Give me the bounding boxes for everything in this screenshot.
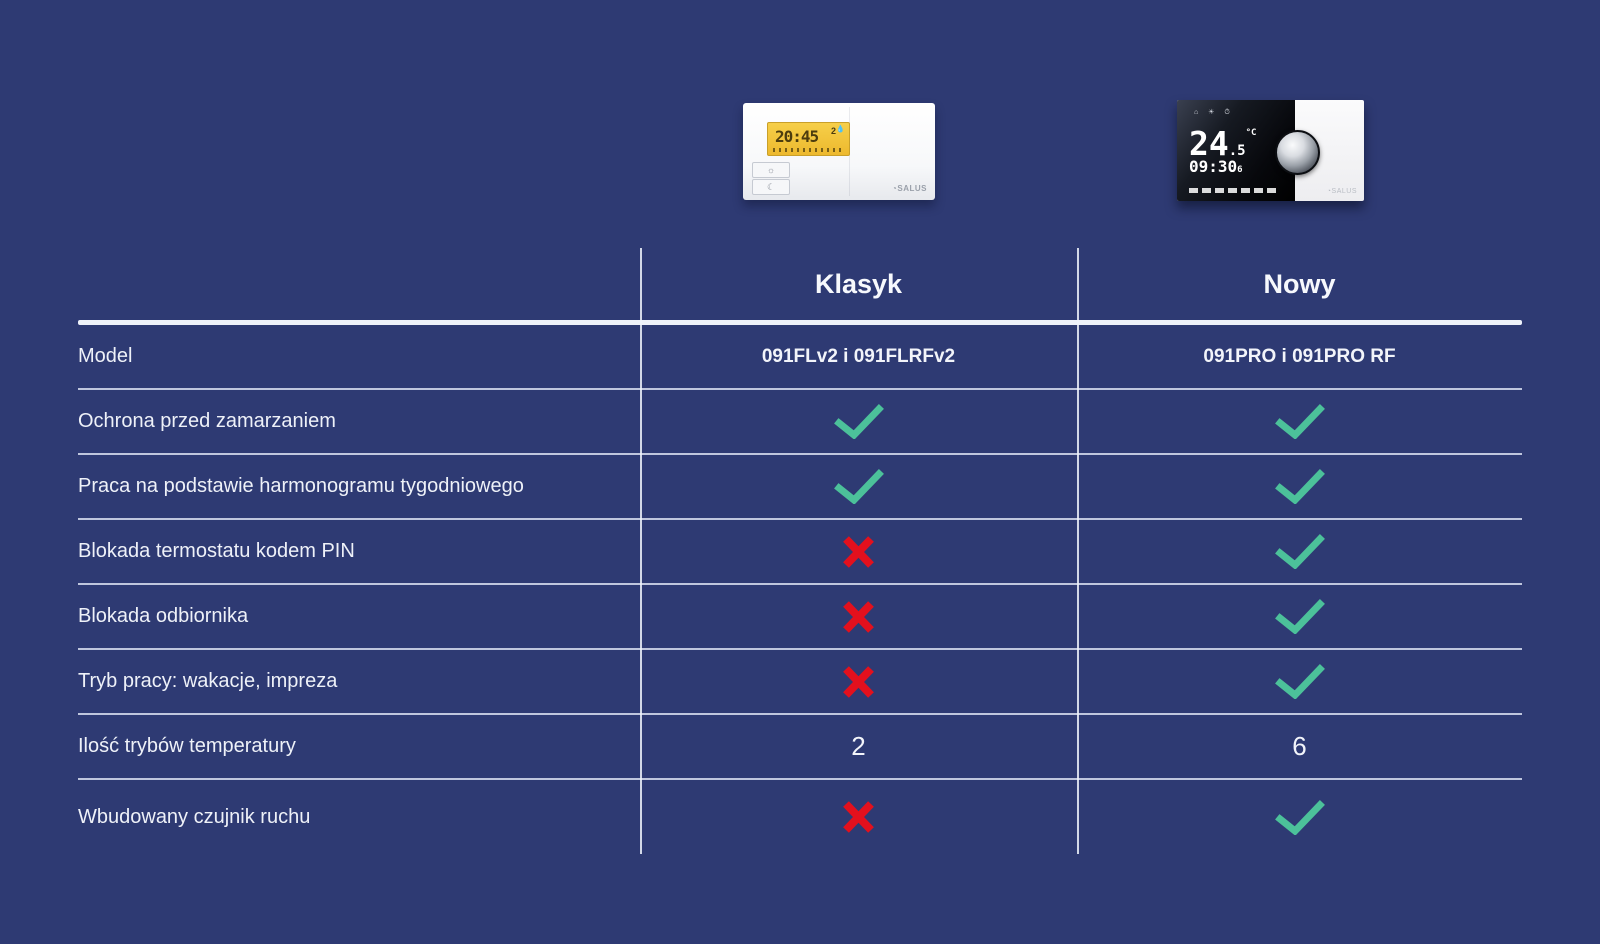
check-icon <box>1274 800 1326 835</box>
cross-icon <box>840 799 877 835</box>
row-label: Blokada termostatu kodem PIN <box>78 540 355 562</box>
column-header-nowy: Nowy <box>1263 268 1336 299</box>
row-label: Blokada odbiornika <box>78 605 249 627</box>
check-icon <box>1274 534 1326 569</box>
row-label: Model <box>78 345 133 367</box>
table-row <box>78 650 1522 715</box>
cell-nowy <box>1077 731 1522 762</box>
klasyk-thermostat-image <box>743 103 935 200</box>
cell-nowy <box>1077 346 1522 368</box>
salus-ring-icon: ◔ <box>1326 188 1332 195</box>
row-label: Tryb pracy: wakacje, impreza <box>78 670 338 692</box>
cell-klasyk <box>640 346 1077 368</box>
check-icon <box>1274 404 1326 439</box>
night-mode-button-icon: ☾ <box>752 179 790 195</box>
temp-fraction: .5 <box>1228 143 1246 159</box>
cell-klasyk <box>640 599 1077 635</box>
table-row <box>78 455 1522 520</box>
row-label: Ochrona przed zamarzaniem <box>78 410 336 432</box>
salus-logo <box>1327 188 1357 195</box>
cell-klasyk <box>640 534 1077 570</box>
salus-logo <box>892 184 927 193</box>
comparison-table <box>78 248 1522 854</box>
salus-ring-icon: ◔ <box>892 184 898 193</box>
cross-icon <box>840 664 877 700</box>
cell-nowy <box>1077 800 1522 835</box>
table-row <box>78 780 1522 854</box>
row-label: Praca na podstawie harmonogramu tygodniowego <box>78 475 524 497</box>
cell-nowy <box>1077 599 1522 634</box>
table-row <box>78 390 1522 455</box>
check-icon <box>833 404 885 439</box>
celsius-unit: °C <box>1245 128 1257 138</box>
cell-klasyk <box>640 664 1077 700</box>
table-header-row <box>78 248 1522 320</box>
check-icon <box>1274 599 1326 634</box>
model-value: 091FLv2 i 091FLRFv2 <box>761 345 956 367</box>
klasyk-lcd-screen <box>767 122 850 156</box>
clock-suffix: 6 <box>1237 165 1243 175</box>
model-value: 091PRO i 091PRO RF <box>1203 345 1396 367</box>
cell-nowy <box>1077 469 1522 504</box>
pro-thermostat-image <box>1177 100 1364 201</box>
row-label: Ilość trybów temperatury <box>78 735 296 757</box>
cell-klasyk <box>640 469 1077 504</box>
column-divider-left <box>640 248 642 854</box>
salus-logo-text: SALUS <box>1331 188 1357 195</box>
day-mode-button-icon: ☼ <box>752 162 790 178</box>
cross-icon <box>840 534 877 570</box>
check-icon <box>1274 664 1326 699</box>
column-header-klasyk: Klasyk <box>814 268 903 299</box>
cell-klasyk <box>640 731 1077 762</box>
numeric-value: 2 <box>851 731 866 761</box>
column-divider-right <box>1077 248 1079 854</box>
cell-klasyk <box>640 799 1077 835</box>
cell-nowy <box>1077 664 1522 699</box>
numeric-value: 6 <box>1292 731 1307 761</box>
lcd-aux-value: 2 <box>830 126 836 136</box>
table-row <box>78 715 1522 780</box>
table-row <box>78 520 1522 585</box>
status-icons: ⌂ ☀ ⏱ <box>1194 109 1234 116</box>
salus-logo-text: SALUS <box>897 184 927 193</box>
clock-time: 09:30 <box>1189 157 1238 176</box>
check-icon <box>833 469 885 504</box>
cell-nowy <box>1077 534 1522 569</box>
cell-klasyk <box>640 404 1077 439</box>
droplet-icon: 💧 <box>836 126 845 133</box>
clock-readout <box>1189 157 1243 176</box>
rotary-dial <box>1275 130 1320 175</box>
temp-main: 24 <box>1189 124 1229 163</box>
table-rows <box>78 325 1522 854</box>
table-row <box>78 585 1522 650</box>
segment-bars <box>1189 188 1277 193</box>
cross-icon <box>840 599 877 635</box>
row-label: Wbudowany czujnik ruchu <box>78 805 311 828</box>
klasyk-buttons <box>752 162 790 196</box>
lcd-tick-marks <box>773 148 844 152</box>
lcd-time: 20:45 <box>775 127 819 146</box>
table-row <box>78 325 1522 390</box>
cell-nowy <box>1077 404 1522 439</box>
check-icon <box>1274 469 1326 504</box>
